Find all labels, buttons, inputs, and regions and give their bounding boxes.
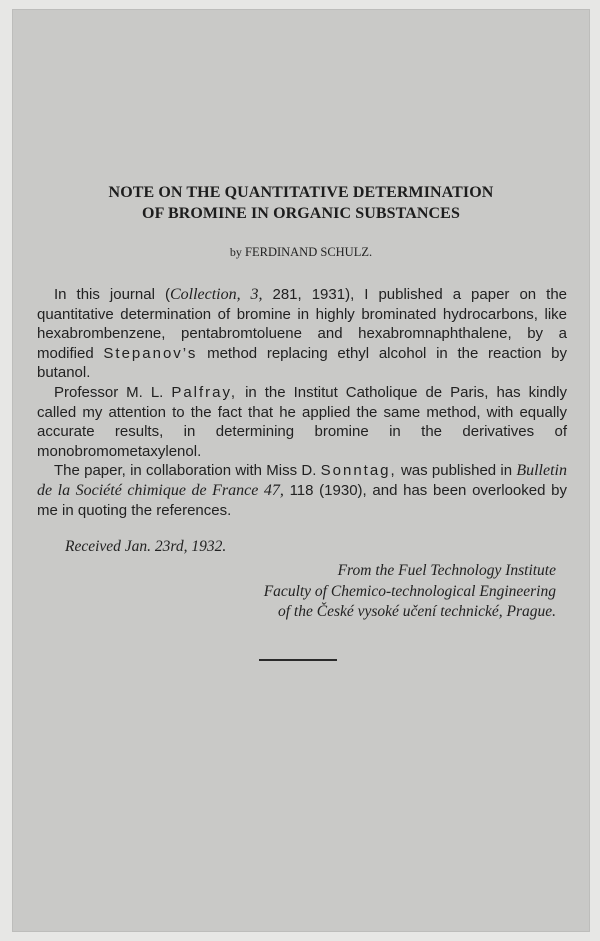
paragraph-1-text: In this journal ( bbox=[54, 286, 170, 303]
paragraph-1 bbox=[37, 285, 567, 383]
affiliation-line-1: From the Fuel Technology Institute bbox=[337, 562, 556, 579]
author-name: FERDINAND SCHULZ. bbox=[245, 245, 373, 259]
affiliation bbox=[264, 561, 556, 623]
author-byline bbox=[13, 245, 589, 260]
paragraph-2-text: Professor M. L. bbox=[54, 383, 172, 401]
paper-title-line-2: OF BROMINE IN ORGANIC SUBSTANCES bbox=[142, 205, 460, 222]
paper-title bbox=[13, 182, 589, 224]
end-rule bbox=[259, 659, 337, 661]
paragraph-2-text: in the Institut Catholique de Paris, has kindly called my attention to the fact that he applied the same method, with equally accurate results, in determining bromine in the derivatives of monobromometaxylenol. bbox=[37, 383, 567, 460]
paragraph-1-text: 281, 1931), I published a paper on the quantitative determination of bromine in highly brominated hydrocarbons, like hexabrombenzene, pentabromtoluene and hexabromnaphthalene, by a modified bbox=[37, 286, 567, 362]
affiliation-line-2: Faculty of Chemico-technological Engineering bbox=[263, 582, 556, 600]
bulletin-citation: Bulletin de la Société chimique de France 47, bbox=[37, 462, 567, 499]
received-date: Received Jan. 23rd, 1932. bbox=[65, 538, 227, 555]
paragraph-3-text: 118 (1930), and has been overlooked by me in quoting the references. bbox=[37, 481, 567, 519]
affiliation-line-3: of the České vysoké učení technické, Prague. bbox=[277, 603, 556, 620]
byline-prefix: by bbox=[229, 245, 242, 259]
paper-body bbox=[37, 285, 567, 520]
paragraph-2 bbox=[37, 383, 567, 461]
paragraph-3-text: was published in bbox=[396, 462, 517, 480]
author-reference-sonntag: Sonntag, bbox=[320, 462, 397, 480]
author-reference-stepanov: Stepanov’s bbox=[103, 344, 198, 362]
paper-title-line-1: NOTE ON THE QUANTITATIVE DETERMINATION bbox=[108, 184, 494, 201]
paper-page bbox=[13, 10, 589, 931]
author-reference-palfray: Palfray, bbox=[171, 383, 238, 401]
paragraph-3-text: The paper, in collaboration with Miss D. bbox=[54, 462, 321, 480]
paragraph-1-text: method replacing ethyl alcohol in the reaction by butanol. bbox=[37, 344, 567, 382]
paragraph-3 bbox=[37, 461, 567, 520]
journal-citation: Collection, 3, bbox=[169, 286, 263, 303]
